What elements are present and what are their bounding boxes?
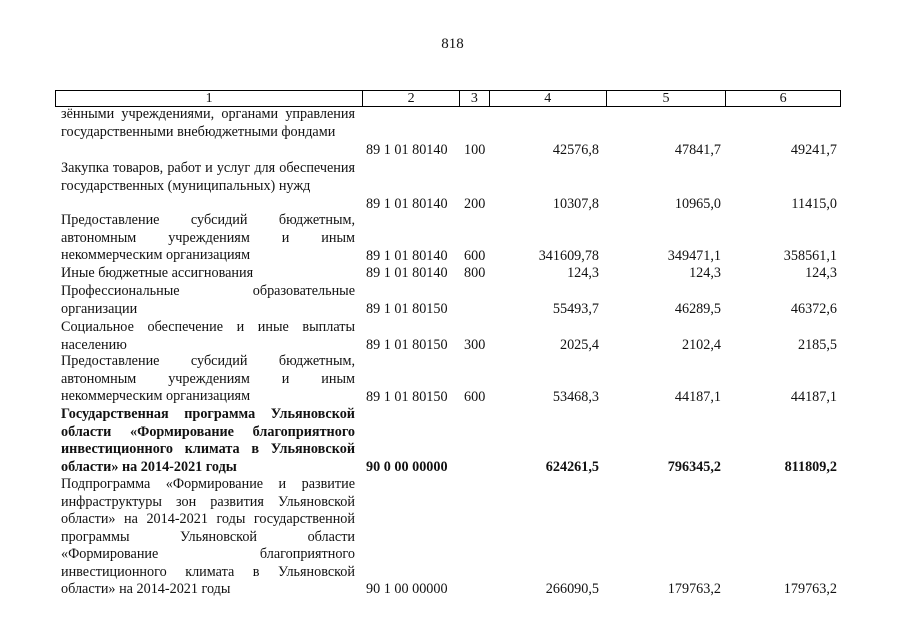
header-col-3: 3: [459, 91, 489, 106]
row-expense-type: 300: [464, 337, 486, 353]
page-number: 818: [441, 36, 464, 52]
row-value-4: 624261,5: [545, 459, 599, 475]
row-value-5: 10965,0: [674, 196, 721, 212]
row-code: 89 1 01 80140: [366, 248, 448, 264]
row-expense-type: 600: [464, 389, 486, 405]
row-value-4: 55493,7: [552, 301, 599, 317]
row-code: 89 1 01 80140: [366, 196, 448, 212]
row-value-5: 796345,2: [667, 459, 721, 475]
row-value-5: 124,3: [689, 265, 721, 281]
row-expense-type: 200: [464, 196, 486, 212]
row-expense-type: 800: [464, 265, 486, 281]
row-name: Государственная программа Ульяновской области «Формирование благоприятного инвестиционного климата в Ульяновской области» на 2014-2021 годы: [61, 406, 355, 475]
row-value-5: 47841,7: [674, 142, 721, 158]
row-value-5: 46289,5: [674, 301, 721, 317]
header-col-4: 4: [489, 91, 606, 106]
row-code: 90 1 00 00000: [366, 581, 448, 597]
row-value-6: 2185,5: [797, 337, 837, 353]
row-value-4: 53468,3: [552, 389, 599, 405]
row-value-4: 42576,8: [552, 142, 599, 158]
row-value-6: 49241,7: [790, 142, 837, 158]
row-value-6: 44187,1: [790, 389, 837, 405]
row-expense-type: 600: [464, 248, 486, 264]
row-expense-type: 100: [464, 142, 486, 158]
row-name: Закупка товаров, работ и услуг для обеспечения государственных (муниципальных) нужд: [61, 160, 355, 194]
row-value-5: 44187,1: [674, 389, 721, 405]
row-name: Предоставление субсидий бюджетным, автономным учреждениям и иным некоммерческим организациям: [61, 353, 355, 404]
row-value-6: 46372,6: [790, 301, 837, 317]
header-col-2: 2: [362, 91, 459, 106]
row-name: Социальное обеспечение и иные выплаты населению: [61, 319, 355, 353]
row-name: Иные бюджетные ассигнования: [61, 265, 254, 281]
header-col-5: 5: [606, 91, 726, 106]
row-value-4: 341609,78: [538, 248, 599, 264]
row-name: Предоставление субсидий бюджетным, автономным учреждениям и иным некоммерческим организациям: [61, 212, 355, 263]
row-value-6: 124,3: [805, 265, 837, 281]
header-col-1: 1: [205, 91, 213, 106]
row-value-5: 2102,4: [681, 337, 721, 353]
row-name: Подпрограмма «Формирование и развитие инфраструктуры зон развития Ульяновской области» на 2014-2021 годы государственной программы Ульяновской области «Формирование благоприятного инвестиционного климата в Ульяновской области» на 2014-2021 годы: [61, 476, 355, 597]
row-value-6: 179763,2: [783, 581, 837, 597]
row-code: 90 0 00 00000: [366, 459, 448, 475]
row-code: 89 1 01 80140: [366, 265, 448, 281]
header-col-6: 6: [725, 91, 840, 106]
row-code: 89 1 01 80150: [366, 389, 448, 405]
row-value-4: 10307,8: [552, 196, 599, 212]
row-value-6: 11415,0: [791, 196, 837, 212]
row-value-6: 358561,1: [783, 248, 837, 264]
row-value-5: 349471,1: [667, 248, 721, 264]
row-code: 89 1 01 80150: [366, 337, 448, 353]
row-value-6: 811809,2: [784, 459, 837, 475]
row-value-4: 124,3: [567, 265, 599, 281]
row-value-4: 2025,4: [559, 337, 599, 353]
row-value-5: 179763,2: [667, 581, 721, 597]
row-name: зёнными учреждениями, органами управления государственными внебюджетными фондами: [61, 106, 355, 140]
row-code: 89 1 01 80150: [366, 301, 448, 317]
row-code: 89 1 01 80140: [366, 142, 448, 158]
row-value-4: 266090,5: [545, 581, 599, 597]
row-name: Профессиональные образовательные организации: [61, 283, 355, 317]
